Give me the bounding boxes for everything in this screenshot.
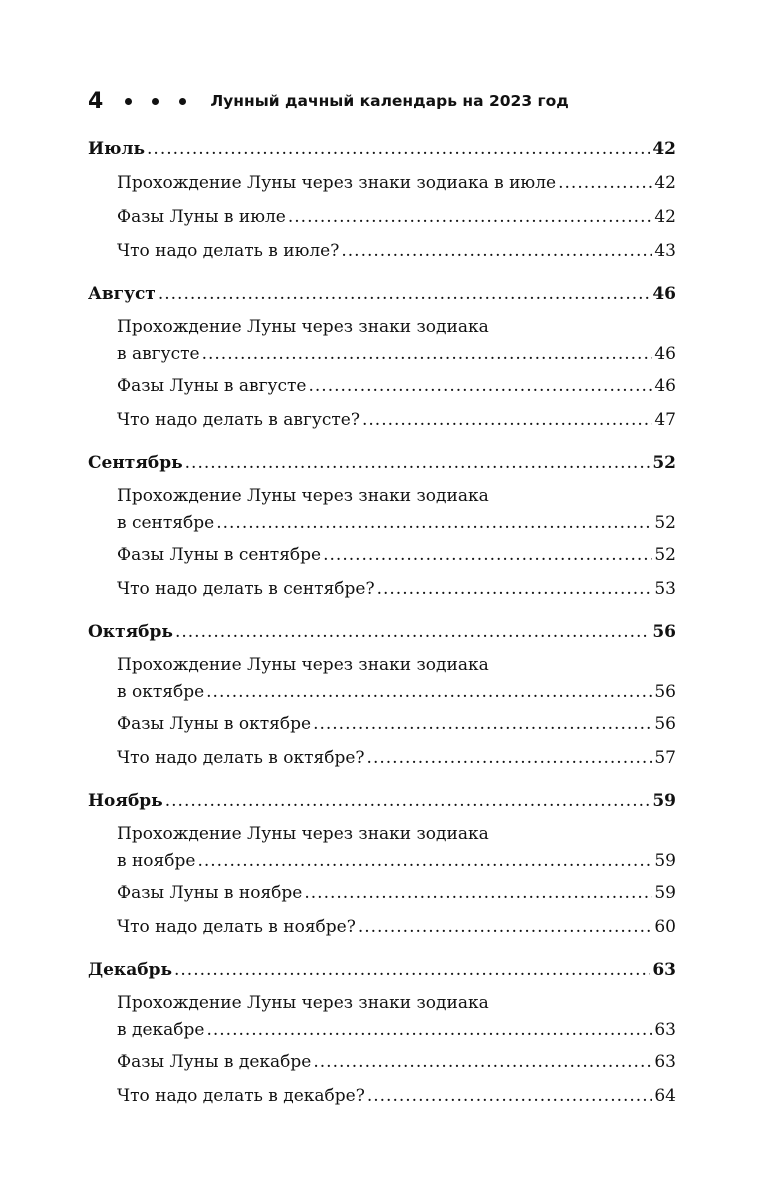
dot-leader [165,784,651,818]
subsection-page-number: 53 [654,579,676,599]
dot-leader [308,369,652,403]
dot-leader [288,200,652,234]
toc-section [88,953,676,1113]
dot-leader [175,615,650,649]
subsection-title: в ноябре [117,851,196,871]
dot-leader [358,910,653,944]
dot-leader [377,572,653,606]
toc-entry-first-line: Прохождение Луны через знаки зодиака [117,993,489,1013]
subsection-title: в сентябре [117,513,215,533]
subsection-title: Что надо делать в ноябре? [117,917,356,937]
chapter-title: Декабрь [88,960,172,980]
dot-leader [174,953,650,987]
subsection-page-number: 59 [654,851,676,871]
subsection-title: в августе [117,344,200,364]
subsection-title: Фазы Луны в июле [117,207,286,227]
subsection-page-number: 52 [654,513,676,533]
chapter-title: Июль [88,139,146,159]
subsection-page-number: 43 [654,241,676,261]
toc-entry-subsection[interactable] [88,876,676,910]
dot-leader [202,339,653,369]
dot-leader [313,1045,652,1079]
subsection-page-number: 42 [654,173,676,193]
dot-leader [206,677,652,707]
dot-leader [362,403,652,437]
header-bullets [115,98,196,105]
dot-leader [206,1015,652,1045]
subsection-title: Что надо делать в июле? [117,241,340,261]
toc-entry-subsection[interactable] [88,707,676,741]
toc-entry-subsection[interactable] [88,741,676,775]
subsection-page-number: 52 [654,545,676,565]
dot-leader [158,277,650,311]
subsection-title: в октябре [117,682,205,702]
toc-entry-subsection[interactable] [88,910,676,944]
toc-section [88,132,676,268]
toc-section [88,615,676,775]
toc-entry-subsection[interactable] [88,508,676,538]
subsection-page-number: 60 [654,917,676,937]
dot-leader [216,508,652,538]
subsection-title: Фазы Луны в ноябре [117,883,303,903]
toc-entry-chapter[interactable] [88,953,676,987]
dot-leader [323,538,652,572]
dot-leader [185,446,651,480]
toc-entry-subsection[interactable] [88,1079,676,1113]
dot-leader [341,234,652,268]
chapter-page-number: 59 [652,791,676,811]
subsection-title: Что надо делать в августе? [117,410,360,430]
toc-entry-chapter[interactable] [88,784,676,818]
bullet-icon [179,98,186,105]
toc-entry-chapter[interactable] [88,277,676,311]
toc-entry-chapter[interactable] [88,615,676,649]
subsection-page-number: 56 [654,682,676,702]
subsection-page-number: 57 [654,748,676,768]
toc-entry-subsection[interactable] [88,369,676,403]
toc-section [88,784,676,944]
subsection-title: Прохождение Луны через знаки зодиака в июле [117,173,557,193]
toc-entry-chapter[interactable] [88,132,676,166]
subsection-page-number: 42 [654,207,676,227]
toc-entry-subsection[interactable] [88,166,676,200]
toc-entry-subsection[interactable] [88,403,676,437]
toc-entry-first-line: Прохождение Луны через знаки зодиака [117,655,489,675]
running-header [88,86,688,116]
toc-entry-subsection[interactable] [88,234,676,268]
chapter-title: Ноябрь [88,791,163,811]
subsection-title: Фазы Луны в октябре [117,714,312,734]
chapter-page-number: 52 [652,453,676,473]
dot-leader [147,132,650,166]
dot-leader [197,846,652,876]
chapter-page-number: 63 [652,960,676,980]
toc-entry-first-line: Прохождение Луны через знаки зодиака [117,486,489,506]
subsection-title: в декабре [117,1020,205,1040]
chapter-title: Август [88,284,156,304]
subsection-page-number: 63 [654,1020,676,1040]
subsection-title: Фазы Луны в декабре [117,1052,312,1072]
toc-section [88,277,676,437]
toc-entry-subsection[interactable] [88,846,676,876]
toc-entry-subsection[interactable] [88,677,676,707]
toc-entry-subsection[interactable] [88,339,676,369]
subsection-page-number: 63 [654,1052,676,1072]
subsection-page-number: 46 [654,344,676,364]
bullet-icon [152,98,159,105]
chapter-page-number: 46 [652,284,676,304]
dot-leader [367,741,653,775]
chapter-page-number: 42 [652,139,676,159]
book-title: Лунный дачный календарь на 2023 год [210,92,569,110]
bullet-icon [125,98,132,105]
toc-section [88,446,676,606]
page-number: 4 [88,88,104,114]
toc-entry-subsection[interactable] [88,200,676,234]
subsection-page-number: 59 [654,883,676,903]
dot-leader [304,876,652,910]
toc-entry-first-line: Прохождение Луны через знаки зодиака [117,824,489,844]
subsection-page-number: 46 [654,376,676,396]
toc-entry-chapter[interactable] [88,446,676,480]
subsection-page-number: 64 [654,1086,676,1106]
subsection-title: Фазы Луны в августе [117,376,307,396]
chapter-page-number: 56 [652,622,676,642]
toc-entry-subsection[interactable] [88,538,676,572]
table-of-contents [88,132,676,1122]
subsection-title: Фазы Луны в сентябре [117,545,322,565]
toc-entry-subsection[interactable] [88,1045,676,1079]
subsection-title: Что надо делать в декабре? [117,1086,365,1106]
dot-leader [313,707,652,741]
toc-entry-first-line: Прохождение Луны через знаки зодиака [117,317,489,337]
subsection-page-number: 56 [654,714,676,734]
toc-entry-subsection[interactable] [88,1015,676,1045]
dot-leader [558,166,652,200]
toc-entry-subsection[interactable] [88,572,676,606]
chapter-title: Октябрь [88,622,173,642]
subsection-page-number: 47 [654,410,676,430]
chapter-title: Сентябрь [88,453,183,473]
subsection-title: Что надо делать в сентябре? [117,579,375,599]
subsection-title: Что надо делать в октябре? [117,748,365,768]
dot-leader [367,1079,653,1113]
